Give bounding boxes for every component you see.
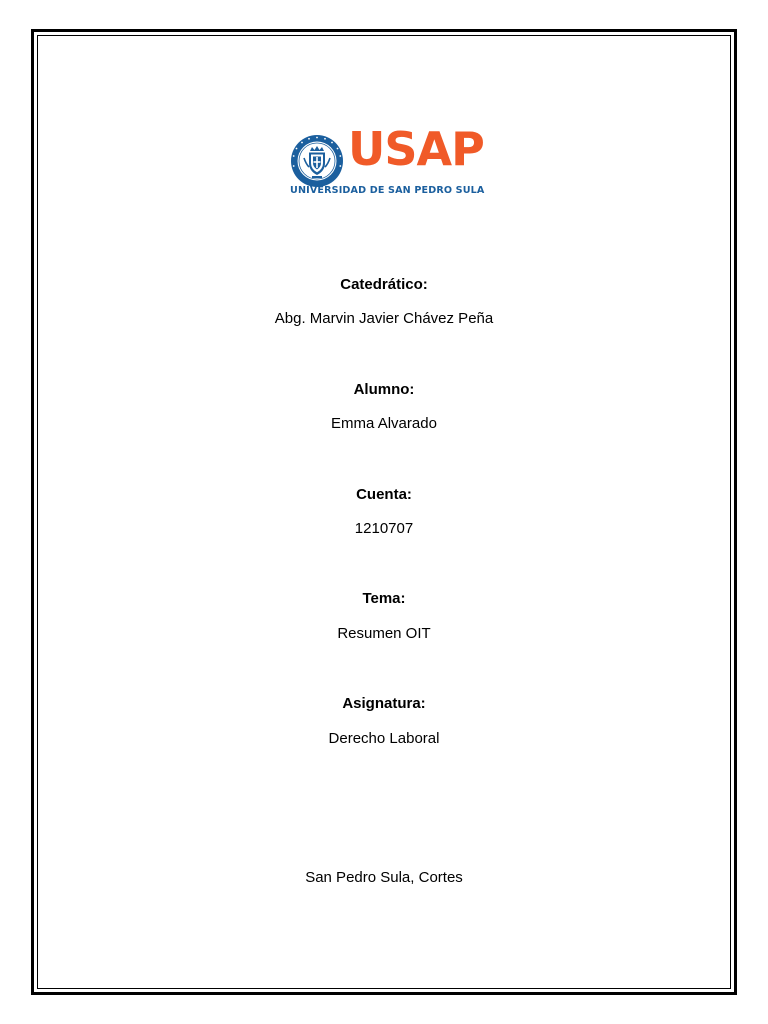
tema-value: Resumen OIT (337, 625, 431, 642)
catedratico-label: Catedrático: (340, 276, 428, 293)
location-text: San Pedro Sula, Cortes (305, 869, 463, 886)
logo-university-name: UNIVERSIDAD DE SAN PEDRO SULA (290, 185, 485, 196)
cuenta-value: 1210707 (354, 520, 414, 537)
usap-logo (290, 122, 485, 198)
catedratico-value: Abg. Marvin Javier Chávez Peña (274, 310, 494, 327)
alumno-value: Emma Alvarado (331, 415, 437, 432)
alumno-label: Alumno: (353, 381, 415, 398)
asignatura-value: Derecho Laboral (328, 730, 440, 747)
logo-wordmark: USAP (348, 122, 484, 176)
university-seal-icon (290, 134, 344, 188)
asignatura-label: Asignatura: (342, 695, 426, 712)
tema-label: Tema: (362, 590, 406, 607)
cuenta-label: Cuenta: (356, 486, 412, 503)
